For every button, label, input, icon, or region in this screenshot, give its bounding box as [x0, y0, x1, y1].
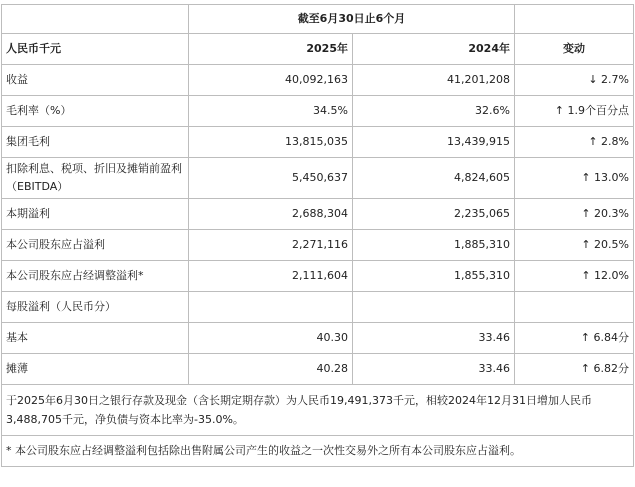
change-value: ↑ 13.0%	[515, 158, 634, 199]
change-value: ↓ 2.7%	[515, 65, 634, 96]
table-row	[2, 261, 634, 292]
column-header-row	[2, 34, 634, 65]
row-label: 毛利率（%）	[2, 96, 189, 127]
value-2025: 40.30	[189, 323, 353, 354]
change-value: ↑ 20.5%	[515, 230, 634, 261]
change-header: 变动	[515, 34, 634, 65]
change-value	[515, 292, 634, 323]
value-2025: 2,271,116	[189, 230, 353, 261]
value-2024: 2,235,065	[353, 199, 515, 230]
adjusted-profit-footnote: * 本公司股东应占经调整溢利包括除出售附属公司产生的收益之一次性交易外之所有本公司股东应占溢利。	[2, 436, 634, 467]
value-2025: 2,111,604	[189, 261, 353, 292]
value-2024: 1,885,310	[353, 230, 515, 261]
value-2024: 33.46	[353, 323, 515, 354]
table-row	[2, 199, 634, 230]
value-2024: 41,201,208	[353, 65, 515, 96]
note-row	[2, 436, 634, 467]
value-2024: 1,855,310	[353, 261, 515, 292]
change-value: ↑ 6.84分	[515, 323, 634, 354]
value-2024: 32.6%	[353, 96, 515, 127]
table-row	[2, 230, 634, 261]
row-label: 扣除利息、税项、折旧及摊销前盈利（EBITDA）	[2, 158, 189, 199]
change-value: ↑ 1.9个百分点	[515, 96, 634, 127]
table-row	[2, 158, 634, 199]
value-2025: 40.28	[189, 354, 353, 385]
table-row	[2, 65, 634, 96]
cash-note: 于2025年6月30日之银行存款及现金（含长期定期存款）为人民币19,491,373千元，相较2024年12月31日增加人民币3,488,705千元，净负债与资本比率为-35.0%。	[2, 385, 634, 436]
row-label: 本公司股东应占溢利	[2, 230, 189, 261]
value-2025: 2,688,304	[189, 199, 353, 230]
currency-unit-header: 人民币千元	[2, 34, 189, 65]
change-value: ↑ 20.3%	[515, 199, 634, 230]
row-label: 本期溢利	[2, 199, 189, 230]
year-2025-header: 2025年	[189, 34, 353, 65]
row-label: 本公司股东应占经调整溢利*	[2, 261, 189, 292]
table-row	[2, 127, 634, 158]
table-row	[2, 292, 634, 323]
value-2025: 13,815,035	[189, 127, 353, 158]
table-row	[2, 323, 634, 354]
row-label: 摊薄	[2, 354, 189, 385]
year-2024-header: 2024年	[353, 34, 515, 65]
table-row	[2, 96, 634, 127]
row-label: 收益	[2, 65, 189, 96]
value-2025: 5,450,637	[189, 158, 353, 199]
row-label: 集团毛利	[2, 127, 189, 158]
row-label: 每股溢利（人民币分）	[2, 292, 189, 323]
row-label: 基本	[2, 323, 189, 354]
value-2024: 13,439,915	[353, 127, 515, 158]
period-header-row	[2, 5, 634, 34]
period-header: 截至6月30日止6个月	[189, 5, 515, 34]
value-2024: 4,824,605	[353, 158, 515, 199]
value-2025: 34.5%	[189, 96, 353, 127]
change-value: ↑ 2.8%	[515, 127, 634, 158]
value-2025	[189, 292, 353, 323]
table-row	[2, 354, 634, 385]
empty-header-cell	[515, 5, 634, 34]
note-row	[2, 385, 634, 436]
empty-corner-cell	[2, 5, 189, 34]
change-value: ↑ 6.82分	[515, 354, 634, 385]
value-2024: 33.46	[353, 354, 515, 385]
value-2024	[353, 292, 515, 323]
value-2025: 40,092,163	[189, 65, 353, 96]
financial-table	[1, 4, 634, 467]
change-value: ↑ 12.0%	[515, 261, 634, 292]
